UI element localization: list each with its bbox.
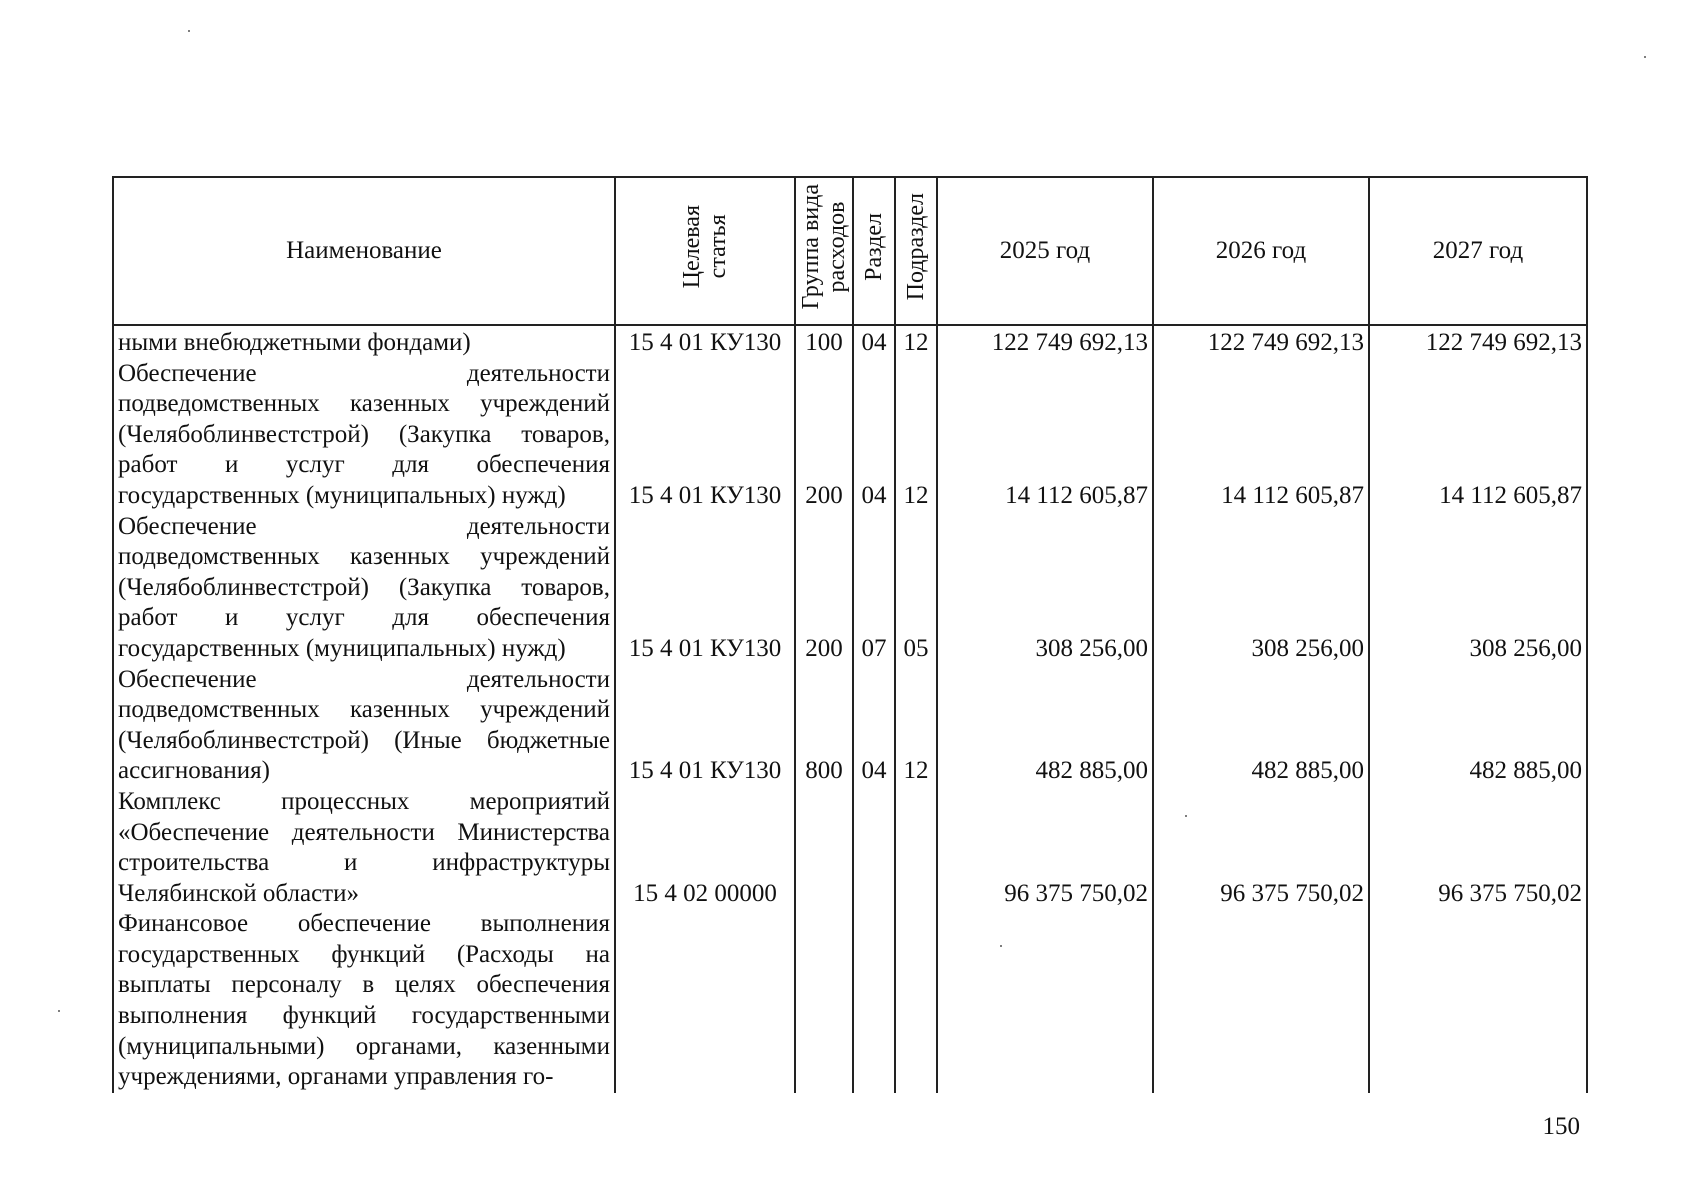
row-amount-2027: 122 749 692,13	[1369, 325, 1587, 359]
row-name: Комплекс процессных мероприятий «Обеспечение деятельности Министерства строительства и инфраструктуры Челябинской области»	[113, 787, 615, 909]
table-row	[113, 909, 1587, 1093]
header-section: Раздел	[853, 177, 895, 325]
row-subsection: 05	[895, 512, 937, 665]
row-amount-2025: 96 375 750,02	[937, 787, 1153, 909]
row-amount-2026: 14 112 605,87	[1153, 359, 1369, 512]
row-section: 04	[853, 359, 895, 512]
header-year-2026: 2026 год	[1153, 177, 1369, 325]
table-row	[113, 512, 1587, 665]
row-amount-2025	[937, 909, 1153, 1093]
row-amount-2026	[1153, 909, 1369, 1093]
table-body	[113, 325, 1587, 1093]
row-expense-group: 200	[795, 359, 853, 512]
row-amount-2026: 96 375 750,02	[1153, 787, 1369, 909]
page-number: 150	[1542, 1113, 1580, 1140]
table-row	[113, 665, 1587, 787]
table-row	[113, 325, 1587, 359]
table-header	[113, 177, 1587, 325]
row-amount-2027	[1369, 909, 1587, 1093]
row-amount-2027: 482 885,00	[1369, 665, 1587, 787]
header-subsection: Подраздел	[895, 177, 937, 325]
row-subsection: 12	[895, 665, 937, 787]
row-amount-2027: 14 112 605,87	[1369, 359, 1587, 512]
row-expense-group	[795, 909, 853, 1093]
row-amount-2025: 122 749 692,13	[937, 325, 1153, 359]
row-name: Обеспечение деятельности подведомственных казенных учреждений (Челябоблинвестстрой) (Закупка товаров, работ и услуг для обеспечения государственных (муниципальных) нужд)	[113, 359, 615, 512]
row-amount-2027: 308 256,00	[1369, 512, 1587, 665]
header-year-2027: 2027 год	[1369, 177, 1587, 325]
row-target-article: 15 4 01 КУ130	[615, 325, 795, 359]
header-name: Наименование	[113, 177, 615, 325]
row-target-article: 15 4 01 КУ130	[615, 512, 795, 665]
row-amount-2025: 308 256,00	[937, 512, 1153, 665]
row-name: Обеспечение деятельности подведомственных казенных учреждений (Челябоблинвестстрой) (Иные бюджетные ассигнования)	[113, 665, 615, 787]
row-section	[853, 909, 895, 1093]
row-amount-2025: 482 885,00	[937, 665, 1153, 787]
header-expense-group: Группа вида расходов	[795, 177, 853, 325]
scan-speck	[1644, 56, 1646, 58]
scan-speck	[188, 30, 190, 32]
header-target-article: Целевая статья	[615, 177, 795, 325]
row-subsection	[895, 787, 937, 909]
row-section	[853, 787, 895, 909]
row-name: ными внебюджетными фондами)	[113, 325, 615, 359]
row-target-article: 15 4 02 00000	[615, 787, 795, 909]
row-amount-2027: 96 375 750,02	[1369, 787, 1587, 909]
row-amount-2025: 14 112 605,87	[937, 359, 1153, 512]
row-section: 04	[853, 325, 895, 359]
row-subsection: 12	[895, 359, 937, 512]
row-target-article: 15 4 01 КУ130	[615, 359, 795, 512]
scan-speck	[58, 1010, 60, 1012]
row-expense-group	[795, 787, 853, 909]
row-target-article: 15 4 01 КУ130	[615, 665, 795, 787]
row-expense-group: 100	[795, 325, 853, 359]
row-amount-2026: 308 256,00	[1153, 512, 1369, 665]
scan-speck	[1185, 815, 1187, 817]
row-section: 04	[853, 665, 895, 787]
row-amount-2026: 482 885,00	[1153, 665, 1369, 787]
row-target-article	[615, 909, 795, 1093]
row-name: Обеспечение деятельности подведомственных казенных учреждений (Челябоблинвестстрой) (Закупка товаров, работ и услуг для обеспечения государственных (муниципальных) нужд)	[113, 512, 615, 665]
row-name: Финансовое обеспечение выполнения государственных функций (Расходы на выплаты персоналу в целях обеспечения выполнения функций государственными (муниципальными) органами, казенными учреждениями, органами управления го-	[113, 909, 615, 1093]
row-subsection	[895, 909, 937, 1093]
row-expense-group: 200	[795, 512, 853, 665]
budget-table	[112, 176, 1588, 1093]
header-year-2025: 2025 год	[937, 177, 1153, 325]
row-subsection: 12	[895, 325, 937, 359]
header-row	[113, 177, 1587, 325]
row-section: 07	[853, 512, 895, 665]
table-row	[113, 359, 1587, 512]
scan-speck	[1000, 945, 1002, 947]
table-row	[113, 787, 1587, 909]
row-expense-group: 800	[795, 665, 853, 787]
row-amount-2026: 122 749 692,13	[1153, 325, 1369, 359]
